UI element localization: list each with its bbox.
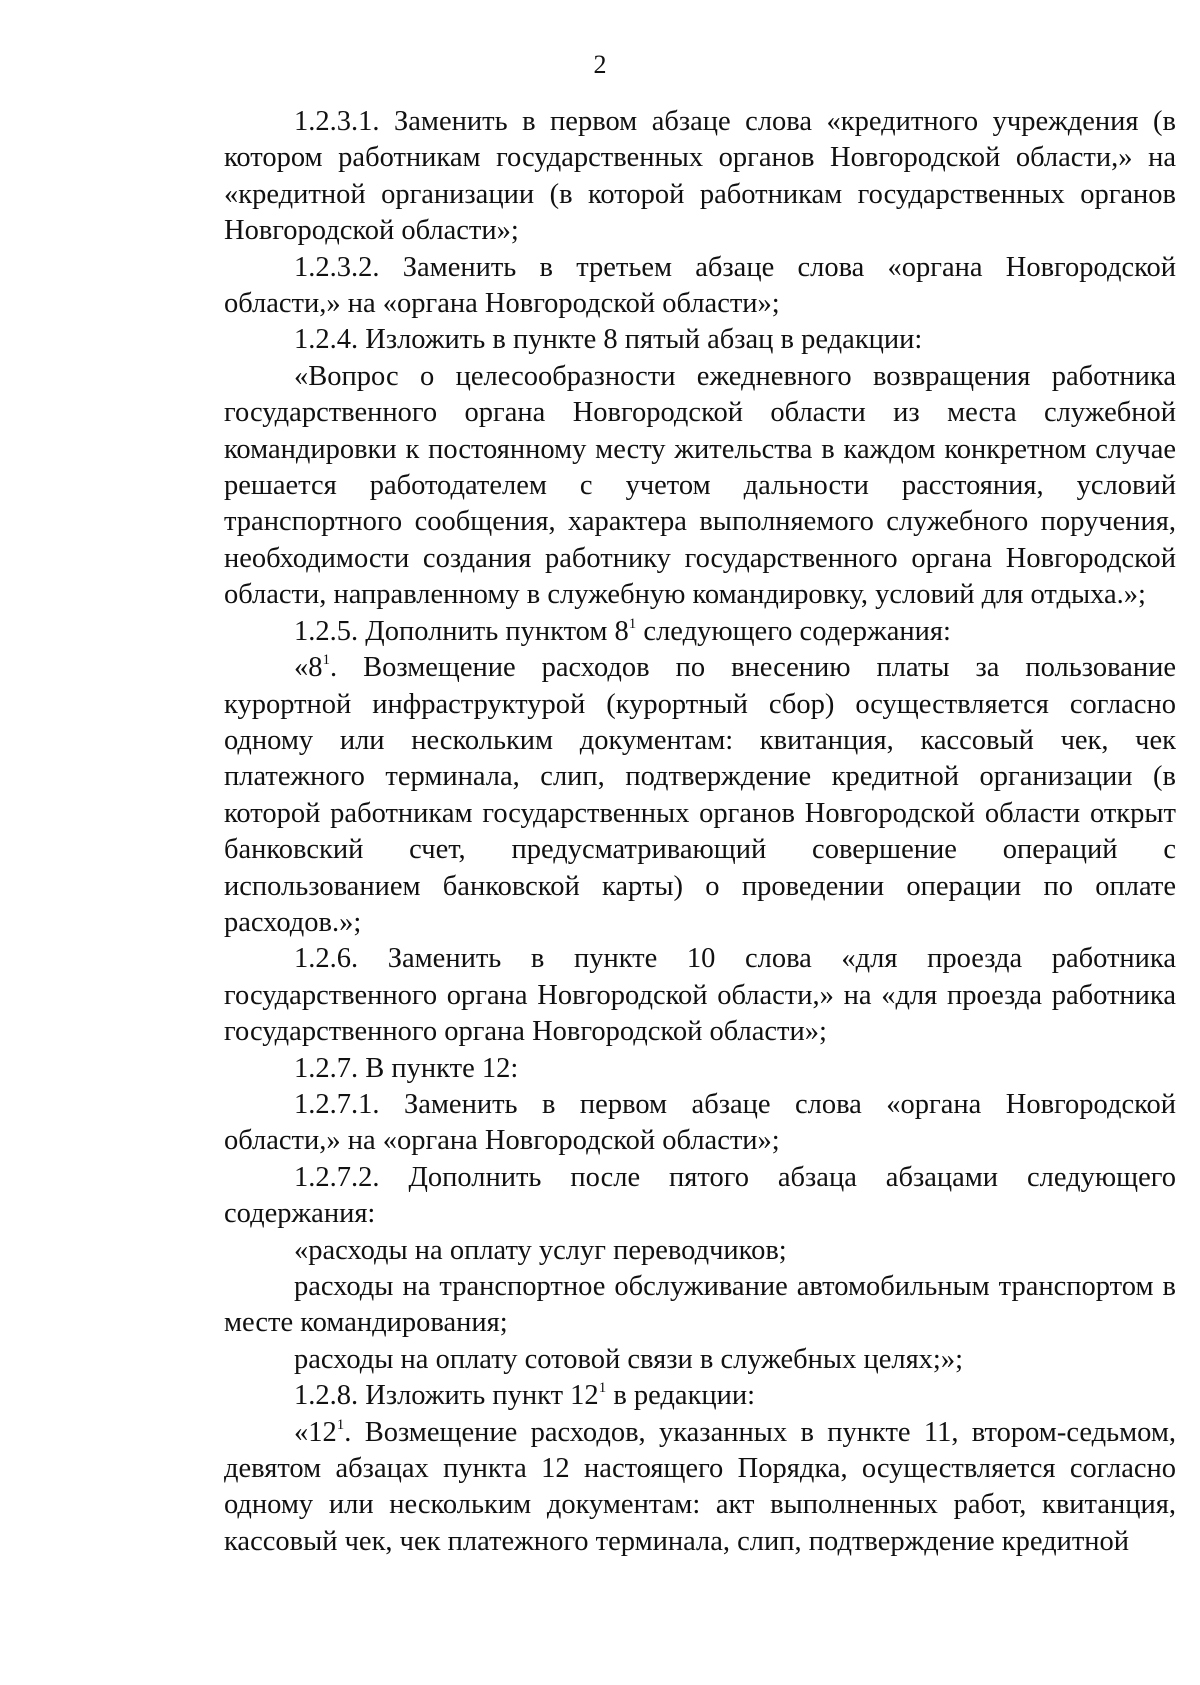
paragraph-1-2-4: 1.2.4. Изложить в пункте 8 пятый абзац в редакции: [294, 324, 923, 356]
quoted-item-transport: расходы на транспортное обслуживание автомобильным транспортом в месте командирования; [224, 1271, 1176, 1339]
page-number: 2 [593, 50, 607, 79]
paragraph-1-2-7-1: 1.2.7.1. Заменить в первом абзаце слова «органа Новгородской области,» на «органа Новгородской области»; [224, 1088, 1176, 1157]
quoted-item-translators: «расходы на оплату услуг переводчиков; [294, 1234, 787, 1266]
paragraph-text: следующего содержания: [636, 615, 951, 647]
superscript: 1 [336, 1416, 345, 1433]
superscript: 1 [598, 1380, 607, 1397]
document-body [224, 104, 1176, 1560]
paragraph-text: «12 [294, 1416, 337, 1448]
paragraph-1-2-3-1: 1.2.3.1. Заменить в первом абзаце слова «кредитного учреждения (в котором работникам государственных органов Новгородской области,» на «кредитной организации (в которой работникам государственных органов Новгородской области»; [224, 106, 1176, 247]
paragraph-1-2-7: 1.2.7. В пункте 12: [294, 1052, 519, 1084]
paragraph-text: 1.2.5. Дополнить пунктом 8 [294, 615, 629, 647]
paragraph-1-2-5 [224, 614, 1176, 650]
paragraph-text: в редакции: [606, 1380, 756, 1412]
paragraph-text: . Возмещение расходов, указанных в пункте 11, втором-седьмом, девятом абзацах пункта 12 настоящего Порядка, осуществляется согласно одному или нескольким документам: акт выполненных работ, квитанция, кассовый чек, чек платежного терминала, слип, подтверждение кредитной [224, 1416, 1176, 1557]
superscript: 1 [628, 615, 637, 632]
superscript: 1 [322, 652, 330, 669]
quoted-paragraph-return-question: «Вопрос о целесообразности ежедневного возвращения работника государственного органа Новгородской области из места служебной командировки к постоянному месту жительства в каждом конкретном случае решается работодателем с учетом дальности расстояния, условий транспортного сообщения, характера выполняемого служебного поручения, необходимости создания работнику государственного органа Новгородской области, направленному в служебную командировку, условий для отдыха.»; [224, 360, 1176, 611]
quoted-paragraph-8-1 [224, 650, 1176, 941]
quoted-item-mobile-communication: расходы на оплату сотовой связи в служебных целях;»; [294, 1343, 964, 1375]
paragraph-1-2-8 [224, 1378, 1176, 1414]
paragraph-text: «8 [294, 652, 323, 684]
paragraph-1-2-7-2: 1.2.7.2. Дополнить после пятого абзаца абзацами следующего содержания: [224, 1161, 1176, 1230]
paragraph-1-2-3-2: 1.2.3.2. Заменить в третьем абзаце слова «органа Новгородской области,» на «органа Новгородской области»; [224, 251, 1176, 320]
paragraph-1-2-6: 1.2.6. Заменить в пункте 10 слова «для проезда работника государственного органа Новгородской области,» на «для проезда работника государственного органа Новгородской области»; [224, 943, 1176, 1048]
paragraph-text: 1.2.8. Изложить пункт 12 [294, 1380, 599, 1412]
paragraph-text: . Возмещение расходов по внесению платы за пользование курортной инфраструктурой (курортный сбор) осуществляется согласно одному или нескольким документам: квитанция, кассовый чек, чек платежного терминала, слип, подтверждение кредитной организации (в которой работникам государственных органов Новгородской области открыт банковский счет, предусматривающий совершение операций с использованием банковской карты) о проведении операции по оплате расходов.»; [224, 652, 1176, 938]
quoted-paragraph-12-1 [224, 1415, 1176, 1561]
